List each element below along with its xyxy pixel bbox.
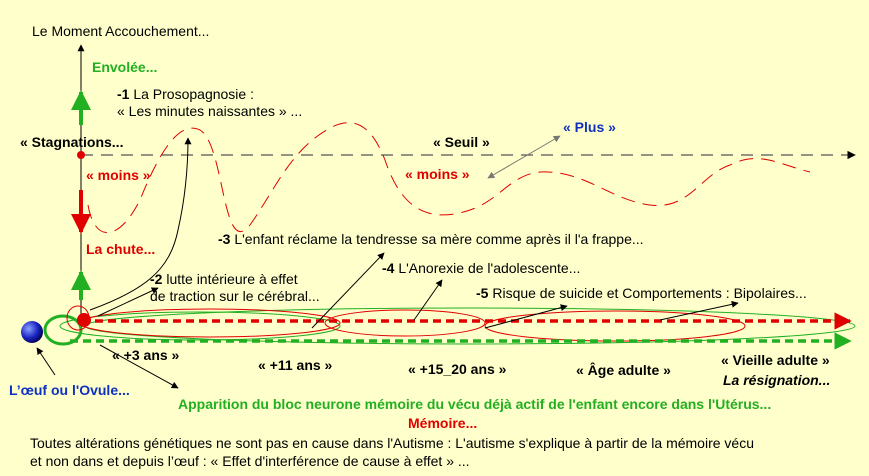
note-1 [117,86,254,103]
label-moins-right: « moins » [405,166,470,182]
label-moins-left: « moins » [86,167,151,183]
label-resignation: La résignation... [723,372,831,388]
note-2 [150,271,298,288]
age-vieille: « Vieille adulte » [721,352,830,368]
note-4-line-1: L'Anorexie de l'adolescente... [394,260,581,276]
arrow-note-3 [312,253,384,328]
label-chute: La chute... [86,241,156,257]
label-memoire: Mémoire... [408,415,478,431]
diagram-title: Le Moment Accouchement... [32,23,210,39]
label-apparition: Apparition du bloc neurone mémoire du vécu déjà actif de l'enfant encore dans l'Utérus... [178,396,772,412]
note-1-line-1: La Prosopagnosie : [129,86,254,102]
green-ellipse-1 [60,312,340,340]
age-3: « +3 ans » [112,347,180,363]
note-3 [218,231,644,248]
note-3-num: -3 [218,231,231,247]
note-5-line-1: Risque de suicide et Comportements : Bipolaires... [488,285,807,301]
note-2-num: -2 [150,271,163,287]
age-15-20: « +15_20 ans » [408,361,507,377]
age-11: « +11 ans » [258,357,333,373]
red-ellipse-2 [325,310,485,336]
note-5 [476,285,807,302]
green-ellipse-2 [85,308,855,344]
footer-line-2: et non dans et depuis l’œuf : « Effet d'interférence de cause à effet » ... [30,453,470,469]
arrow-note-5b [660,303,738,320]
label-plus: « Plus » [563,119,616,135]
note-1-line-2: « Les minutes naissantes » ... [117,103,303,119]
note-2-line-2: de traction sur le cérébral... [150,288,320,304]
label-seuil: « Seuil » [433,134,490,150]
label-stagnations: « Stagnations... [20,134,124,150]
note-5-num: -5 [476,285,489,301]
label-oeuf: L’œuf ou l'Ovule... [9,382,130,398]
note-3-line-1: L'enfant réclame la tendresse sa mère comme après il l'a frappe... [230,231,644,247]
arrow-egg [37,348,55,375]
age-adulte: « Âge adulte » [576,362,671,378]
origin-dot [77,313,91,327]
note-4 [382,260,580,277]
note-2-line-1: lutte intérieure à effet [162,271,298,287]
threshold-dot [77,151,85,159]
note-4-num: -4 [382,260,395,276]
note-1-num: -1 [117,86,130,102]
egg-ball [21,321,43,343]
red-ellipse-3 [485,311,745,341]
label-envolee: Envolée... [92,59,158,75]
arrow-note-4 [414,280,442,320]
footer-line-1: Toutes altérations génétiques ne sont pas en cause dans l'Autisme : L'autisme s'explique à partir de la mémoire vécu [30,435,754,451]
arrow-note-5a [485,306,567,328]
